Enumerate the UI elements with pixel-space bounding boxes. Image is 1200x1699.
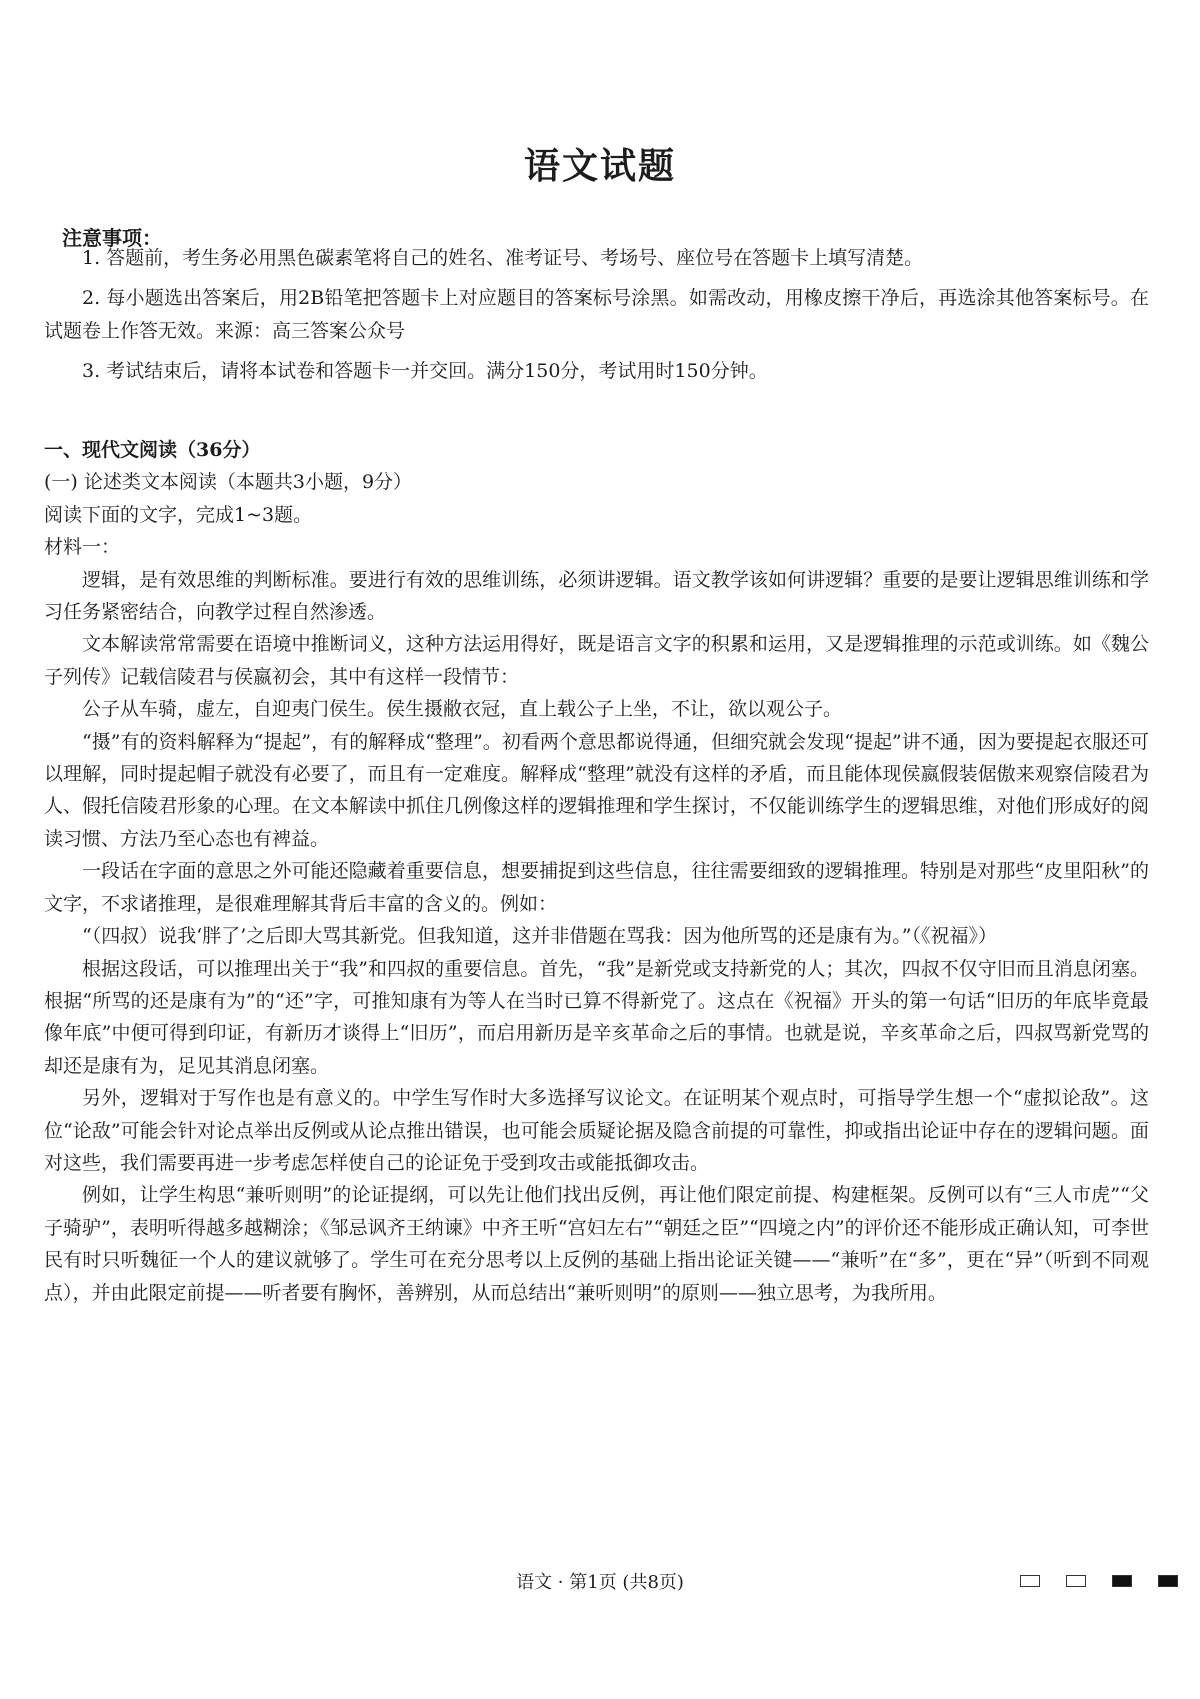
paragraph: 一段话在字面的意思之外可能还隐藏着重要信息，想要捕捉到这些信息，往往需要细致的逻辑推理。特别是对那些“皮里阳秋”的文字，不求诸推理，是很难理解其背后丰富的含义的。例如：: [44, 860, 1149, 915]
paragraph: 逻辑，是有效思维的判断标准。要进行有效的思维训练，必须讲逻辑。语文教学该如何讲逻辑？重要的是要让逻辑思维训练和学习任务紧密结合，向教学过程自然渗透。: [44, 568, 1149, 624]
paragraph: “摄”有的资料解释为“提起”，有的解释成“整理”。初看两个意思都说得通，但细究就会发现“提起”讲不通，因为要提起衣服还可以理解，同时提起帽子就没有必要了，而且有一定难度。解释成“整理”就没有这样的矛盾，而且能体现侯嬴假装倨傲来观察信陵君为人、假托信陵君形象的心理。在文本解读中抓住几例像这样的逻辑推理和学生探讨，不仅能训练学生的逻辑思维，对他们形成好的阅读习惯、方法乃至心态也有裨益。: [44, 730, 1149, 850]
notice-list: [44, 242, 1149, 388]
notice-item: 2. 每小题选出答案后，用2B铅笔把答题卡上对应题目的答案标号涂黑。如需改动，用橡皮擦干净后，再选涂其他答案标号。在试题卷上作答无效。来源：高三答案公众号: [44, 287, 1149, 342]
paragraph: 例如，让学生构思“兼听则明”的论证提纲，可以先让他们找出反例，再让他们限定前提、构建框架。反例可以有“三人市虎”“父子骑驴”，表明听得越多越糊涂；《邹忌讽齐王纳谏》中齐王听“宫妇左右”“朝廷之臣”“四境之内”的评价还不能形成正确认知，可李世民有时只听魏征一个人的建议就够了。学生可在充分思考以上反例的基础上指出论证关键——“兼听”在“多”，更在“异”（听到不同观点），并由此限定前提——听者要有胸怀，善辨别，从而总结出“兼听则明”的原则——独立思考，为我所用。: [44, 1184, 1149, 1304]
quoted-passage: “（四叔）说我‘胖了’之后即大骂其新党。但我知道，这并非借题在骂我：因为他所骂的还是康有为。”（《祝福》）: [82, 925, 998, 948]
reading-section: [44, 434, 1149, 1309]
scan-mark-empty: [1066, 1575, 1086, 1587]
section-heading: 一、现代文阅读（36分）: [44, 439, 261, 461]
material-label: 材料一：: [44, 536, 121, 559]
paragraph: 另外，逻辑对于写作也是有意义的。中学生写作时大多选择写议论文。在证明某个观点时，可指导学生想一个“虚拟论敌”。这位“论敌”可能会针对论点举出反例或从论点推出错误，也可能会质疑论据及隐含前提的可靠性，抑或指出论证中存在的逻辑问题。面对这些，我们需要再进一步考虑怎样使自己的论证免于受到攻击或能抵御攻击。: [44, 1087, 1149, 1174]
instruction-text: 阅读下面的文字，完成1~3题。: [44, 503, 313, 526]
page-footer: 语文 · 第1页 (共8页): [516, 1572, 684, 1593]
page-title: 语文试题: [523, 145, 676, 187]
scan-marks: [1010, 1575, 1200, 1591]
sub-section-heading: (一) 论述类文本阅读（本题共3小题，9分）: [44, 471, 413, 494]
quoted-passage: 公子从车骑，虚左，自迎夷门侯生。侯生摄敝衣冠，直上载公子上坐，不让，欲以观公子。: [82, 698, 843, 721]
notice-item: 3. 考试结束后，请将本试卷和答题卡一并交回。满分150分，考试用时150分钟。: [82, 360, 768, 383]
notice-item: 1. 答题前，考生务必用黑色碳素笔将自己的姓名、准考证号、考场号、座位号在答题卡上填写清楚。: [82, 247, 924, 269]
scan-mark-filled: [1112, 1575, 1132, 1587]
paragraph: 文本解读常常需要在语境中推断词义，这种方法运用得好，既是语言文字的积累和运用，又是逻辑推理的示范或训练。如《魏公子列传》记载信陵君与侯嬴初会，其中有这样一段情节：: [44, 633, 1149, 688]
scan-mark-empty: [1020, 1575, 1040, 1587]
paragraph: 根据这段话，可以推理出关于“我”和四叔的重要信息。首先，“我”是新党或支持新党的人；其次，四叔不仅守旧而且消息闭塞。根据“所骂的还是康有为”的“还”字，可推知康有为等人在当时已算不得新党了。这点在《祝福》开头的第一句话“旧历的年底毕竟最像年底”中便可得到印证，有新历才谈得上“旧历”，而启用新历是辛亥革命之后的事情。也就是说，辛亥革命之后，四叔骂新党骂的却还是康有为，足见其消息闭塞。: [44, 957, 1149, 1077]
scan-mark-filled: [1158, 1575, 1178, 1587]
notice-heading: 注意事项：: [62, 226, 162, 250]
